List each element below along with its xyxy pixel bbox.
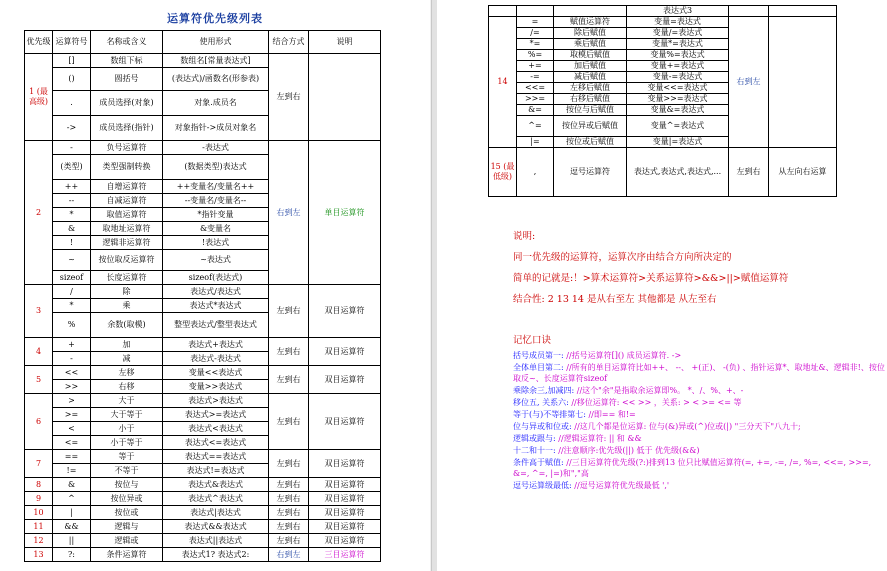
operator-symbol: / — [53, 285, 91, 299]
associativity: 左到右 — [269, 478, 309, 492]
operator-name: 加 — [91, 338, 163, 352]
operator-name: 大于等于 — [91, 408, 163, 422]
associativity — [729, 6, 769, 17]
table-row — [489, 17, 837, 28]
precedence-level: 12 — [25, 534, 53, 548]
operator-usage: 对象.成员名 — [163, 91, 269, 116]
operator-usage: 变量>>=表达式 — [627, 94, 729, 105]
operator-usage: 表达式|表达式 — [163, 506, 269, 520]
precedence-level: 13 — [25, 548, 53, 562]
operator-symbol: * — [53, 208, 91, 222]
associativity: 左到右 — [269, 394, 309, 450]
operator-symbol: &= — [517, 105, 554, 116]
operator-name: 取地址运算符 — [91, 222, 163, 236]
operator-symbol: += — [517, 61, 554, 72]
operator-usage: 变量+=表达式 — [627, 61, 729, 72]
mnemonic-explanation: //注意顺序:优先级(||) 低于 优先级(&&) — [558, 446, 700, 455]
table-row — [25, 520, 381, 534]
operator-symbol: << — [53, 366, 91, 380]
operator-usage: 表达式&&表达式 — [163, 520, 269, 534]
operator-usage: &变量名 — [163, 222, 269, 236]
operator-note: 双目运算符 — [309, 394, 381, 450]
mnemonic-phrase: 位与异或和位或: — [513, 422, 575, 431]
operator-note: 双目运算符 — [309, 366, 381, 394]
mnemonic-phrase: 全体单目第二: — [513, 363, 567, 372]
operator-usage: 表达式*表达式 — [163, 299, 269, 313]
operator-usage: ++变量名/变量名++ — [163, 180, 269, 194]
operator-usage: ~表达式 — [163, 250, 269, 271]
operator-name: 逗号运算符 — [554, 148, 627, 197]
operator-name: 按位取反运算符 — [91, 250, 163, 271]
operator-name: 乘后赋值 — [554, 39, 627, 50]
operator-symbol: || — [53, 534, 91, 548]
precedence-level: 5 — [25, 366, 53, 394]
mnemonic-line — [513, 433, 885, 444]
operator-name: 余数(取模) — [91, 313, 163, 338]
operator-symbol: |= — [517, 137, 554, 148]
operator-symbol: /= — [517, 28, 554, 39]
operator-name: 圆括号 — [91, 68, 163, 91]
operator-note: 从左向右运算 — [769, 148, 837, 197]
mnemonic-phrase: 乘除余三,加减四: — [513, 386, 577, 395]
operator-note: 双目运算符 — [309, 478, 381, 492]
operator-note — [309, 54, 381, 141]
operator-name: 长度运算符 — [91, 271, 163, 285]
operator-usage: -表达式 — [163, 141, 269, 155]
operator-symbol: == — [53, 450, 91, 464]
operator-name: 减后赋值 — [554, 72, 627, 83]
operator-name: 按位异或后赋值 — [554, 116, 627, 137]
operator-usage: sizeof(表达式) — [163, 271, 269, 285]
operator-name: 小于等于 — [91, 436, 163, 450]
operator-name: 右移 — [91, 380, 163, 394]
mnemonic-explanation: //三目运算符优先级(?:)排到13 位只比赋值运算符(=, +=, -=, /=, %=, <<=, >>=, &=, ^=, |=)和","高 — [513, 458, 872, 478]
operator-usage: 变量>>表达式 — [163, 380, 269, 394]
operator-usage: 对象指针->成员对象名 — [163, 116, 269, 141]
associativity: 左到右 — [729, 148, 769, 197]
page-right — [437, 0, 887, 571]
precedence-table-continued — [488, 5, 837, 197]
mnemonic-explanation: //括号运算符[]() 成员运算符. -> — [566, 351, 682, 360]
operator-name: 数组下标 — [91, 54, 163, 68]
operator-usage: (表达式)/函数名(形参表) — [163, 68, 269, 91]
table-row — [25, 366, 381, 380]
table-row — [25, 548, 381, 562]
operator-name: 除后赋值 — [554, 28, 627, 39]
header-cell: 优先级 — [25, 31, 53, 54]
mnemonic-line — [513, 445, 885, 456]
mnemonic-explanation: //逗号运算符优先级最低 ',' — [574, 481, 670, 490]
operator-usage: 变量*=表达式 — [627, 39, 729, 50]
operator-name: 小于 — [91, 422, 163, 436]
associativity: 右到左 — [269, 548, 309, 562]
operator-symbol: > — [53, 394, 91, 408]
mnemonic-phrase: 逗号运算级最低: — [513, 481, 575, 490]
operator-name — [554, 6, 627, 17]
precedence-level: 3 — [25, 285, 53, 338]
operator-usage: 变量=表达式 — [627, 17, 729, 28]
operator-name: 大于 — [91, 394, 163, 408]
operator-symbol: | — [53, 506, 91, 520]
operator-name: 按位或后赋值 — [554, 137, 627, 148]
operator-name: 减 — [91, 352, 163, 366]
precedence-level: 15 (最低级) — [489, 148, 517, 197]
operator-name: 左移 — [91, 366, 163, 380]
associativity: 左到右 — [269, 338, 309, 366]
note-line: 简单的记就是:！>算术运算符>关系运算符>&&>||>赋值运算符 — [513, 273, 789, 284]
operator-symbol: <= — [53, 436, 91, 450]
operator-usage: 数组名[常量表达式] — [163, 54, 269, 68]
operator-symbol: & — [53, 222, 91, 236]
operator-symbol: >> — [53, 380, 91, 394]
operator-name: 按位与后赋值 — [554, 105, 627, 116]
operator-symbol: & — [53, 478, 91, 492]
operator-usage: 变量%=表达式 — [627, 50, 729, 61]
operator-symbol: . — [53, 91, 91, 116]
precedence-level — [489, 6, 517, 17]
operator-name: 乘 — [91, 299, 163, 313]
mnemonic-explanation: //这个"余"是指取余运算即%。 *、/、%、+、- — [576, 386, 744, 395]
operator-name: 类型强制转换 — [91, 155, 163, 180]
operator-name: 赋值运算符 — [554, 17, 627, 28]
mnemonic-explanation: //移位运算符: << >> ，关系: > < >= <= 等 — [571, 398, 742, 407]
operator-symbol: >>= — [517, 94, 554, 105]
table-row — [489, 6, 837, 17]
operator-name: 按位或 — [91, 506, 163, 520]
mnemonic-list — [513, 350, 885, 492]
operator-usage: 变量/=表达式 — [627, 28, 729, 39]
operator-note: 双目运算符 — [309, 285, 381, 338]
operator-note: 双目运算符 — [309, 492, 381, 506]
operator-symbol: sizeof — [53, 271, 91, 285]
operator-usage: 变量-=表达式 — [627, 72, 729, 83]
operator-name: 自增运算符 — [91, 180, 163, 194]
mnemonic-phrase: 十二和十一: — [513, 446, 559, 455]
operator-name: 负号运算符 — [91, 141, 163, 155]
note-line: 同一优先级的运算符，运算次序由结合方向所决定的 — [513, 252, 732, 263]
operator-name: 左移后赋值 — [554, 83, 627, 94]
operator-symbol: && — [53, 520, 91, 534]
associativity: 左到右 — [269, 492, 309, 506]
mnemonic-line — [513, 421, 885, 432]
operator-name: 右移后赋值 — [554, 94, 627, 105]
operator-name: 成员选择(对象) — [91, 91, 163, 116]
operator-symbol: <<= — [517, 83, 554, 94]
precedence-level: 7 — [25, 450, 53, 478]
operator-usage: 表达式>表达式 — [163, 394, 269, 408]
operator-usage: 表达式3 — [627, 6, 729, 17]
mnemonic-explanation: //这几个都是位运算: 位与(&)异或(^)位或(|) "三分天下"八九十; — [574, 422, 801, 431]
table-row — [25, 394, 381, 408]
mnemonic-explanation: //逻辑运算符: || 和 && — [558, 434, 642, 443]
operator-usage: 表达式||表达式 — [163, 534, 269, 548]
precedence-level: 8 — [25, 478, 53, 492]
mnemonic-explanation: //即== 和!= — [588, 410, 636, 419]
operator-usage: 表达式,表达式,表达式,... — [627, 148, 729, 197]
table-row — [489, 148, 837, 197]
operator-usage: 表达式>=表达式 — [163, 408, 269, 422]
mnemonic-line — [513, 480, 885, 491]
operator-usage: 变量^=表达式 — [627, 116, 729, 137]
mnemonic-line — [513, 457, 885, 479]
table-header-row — [25, 31, 381, 54]
associativity: 左到右 — [269, 506, 309, 520]
operator-usage: 表达式1? 表达式2: — [163, 548, 269, 562]
operator-name: 按位与 — [91, 478, 163, 492]
operator-note — [769, 17, 837, 148]
operator-name: 等于 — [91, 450, 163, 464]
header-cell: 结合方式 — [269, 31, 309, 54]
header-cell: 名称或含义 — [91, 31, 163, 54]
operator-name: 成员选择(指针) — [91, 116, 163, 141]
operator-symbol: ++ — [53, 180, 91, 194]
operator-name: 取值运算符 — [91, 208, 163, 222]
precedence-level: 14 — [489, 17, 517, 148]
operator-symbol: % — [53, 313, 91, 338]
operator-symbol: ?: — [53, 548, 91, 562]
operator-symbol: >= — [53, 408, 91, 422]
mnemonic-line — [513, 385, 885, 396]
operator-usage: 变量&=表达式 — [627, 105, 729, 116]
precedence-level: 1 (最高级) — [25, 54, 53, 141]
operator-usage: 整型表达式/整型表达式 — [163, 313, 269, 338]
operator-symbol: (类型) — [53, 155, 91, 180]
operator-symbol: - — [53, 141, 91, 155]
header-cell: 说明 — [309, 31, 381, 54]
associativity: 左到右 — [269, 534, 309, 548]
operator-symbol: != — [53, 464, 91, 478]
table-row — [25, 506, 381, 520]
table-row — [25, 141, 381, 155]
operator-symbol: *= — [517, 39, 554, 50]
header-cell: 运算符号 — [53, 31, 91, 54]
operator-symbol: ! — [53, 236, 91, 250]
operator-symbol: = — [517, 17, 554, 28]
associativity: 左到右 — [269, 520, 309, 534]
page-title: 运算符优先级列表 — [167, 12, 263, 25]
operator-note: 双目运算符 — [309, 338, 381, 366]
operator-symbol: ~ — [53, 250, 91, 271]
operator-usage: *指针变量 — [163, 208, 269, 222]
operator-usage: 表达式+表达式 — [163, 338, 269, 352]
operator-note: 单目运算符 — [309, 141, 381, 285]
operator-name: 逻辑非运算符 — [91, 236, 163, 250]
operator-symbol: ^= — [517, 116, 554, 137]
precedence-table — [24, 30, 381, 562]
operator-symbol: < — [53, 422, 91, 436]
precedence-level: 11 — [25, 520, 53, 534]
operator-usage: !表达式 — [163, 236, 269, 250]
precedence-level: 2 — [25, 141, 53, 285]
operator-usage: 表达式/表达式 — [163, 285, 269, 299]
mnemonic-title: 记忆口诀 — [513, 335, 552, 346]
operator-note: 三目运算符 — [309, 548, 381, 562]
note-line: 结合性: 2 13 14 是从右至左 其他都是 从左至右 — [513, 294, 717, 305]
operator-symbol — [517, 6, 554, 17]
mnemonic-line — [513, 350, 885, 361]
note-line: 说明: — [513, 231, 536, 242]
table-row — [25, 478, 381, 492]
operator-usage: 表达式-表达式 — [163, 352, 269, 366]
associativity: 左到右 — [269, 54, 309, 141]
precedence-level: 6 — [25, 394, 53, 450]
operator-symbol: [] — [53, 54, 91, 68]
associativity: 右到左 — [729, 17, 769, 148]
operator-name: 加后赋值 — [554, 61, 627, 72]
operator-note: 双目运算符 — [309, 506, 381, 520]
operator-symbol: , — [517, 148, 554, 197]
mnemonic-explanation: //所有的单目运算符比如++、 --、 +(正)、 -(负) 、指针运算*、取地址&、逻辑非!、按位取反~、长度运算符sizeof — [513, 363, 885, 383]
operator-usage: 变量<<=表达式 — [627, 83, 729, 94]
operator-symbol: -= — [517, 72, 554, 83]
precedence-level: 4 — [25, 338, 53, 366]
operator-note — [769, 6, 837, 17]
operator-name: 不等于 — [91, 464, 163, 478]
operator-name: 自减运算符 — [91, 194, 163, 208]
operator-symbol: () — [53, 68, 91, 91]
operator-symbol: + — [53, 338, 91, 352]
mnemonic-line — [513, 397, 885, 408]
operator-name: 除 — [91, 285, 163, 299]
table-row — [25, 492, 381, 506]
operator-symbol: %= — [517, 50, 554, 61]
operator-note: 双目运算符 — [309, 450, 381, 478]
operator-symbol: - — [53, 352, 91, 366]
table-row — [25, 450, 381, 464]
operator-usage: 表达式<表达式 — [163, 422, 269, 436]
mnemonic-phrase: 逻辑或跟与: — [513, 434, 559, 443]
mnemonic-phrase: 条件高于赋值: — [513, 458, 567, 467]
operator-note: 双目运算符 — [309, 534, 381, 548]
page-left — [0, 0, 430, 571]
notes-section — [513, 231, 873, 315]
mnemonic-line — [513, 409, 885, 420]
operator-name: 逻辑或 — [91, 534, 163, 548]
header-cell: 使用形式 — [163, 31, 269, 54]
table-row — [25, 54, 381, 68]
operator-symbol: * — [53, 299, 91, 313]
mnemonic-phrase: 移位五, 关系六: — [513, 398, 572, 407]
operator-symbol: -> — [53, 116, 91, 141]
operator-name: 按位异或 — [91, 492, 163, 506]
operator-name: 逻辑与 — [91, 520, 163, 534]
associativity: 右到左 — [269, 141, 309, 285]
operator-symbol: -- — [53, 194, 91, 208]
mnemonic-phrase: 等于(与)不等排第七: — [513, 410, 589, 419]
operator-usage: 变量|=表达式 — [627, 137, 729, 148]
operator-usage: 表达式==表达式 — [163, 450, 269, 464]
mnemonic-phrase: 括号成员第一: — [513, 351, 567, 360]
operator-note: 双目运算符 — [309, 520, 381, 534]
precedence-level: 10 — [25, 506, 53, 520]
table-row — [25, 338, 381, 352]
operator-name: 条件运算符 — [91, 548, 163, 562]
operator-usage: (数据类型)表达式 — [163, 155, 269, 180]
operator-name: 取模后赋值 — [554, 50, 627, 61]
associativity: 左到右 — [269, 450, 309, 478]
operator-usage: --变量名/变量名-- — [163, 194, 269, 208]
operator-usage: 表达式^表达式 — [163, 492, 269, 506]
mnemonic-line — [513, 362, 885, 384]
operator-usage: 表达式&表达式 — [163, 478, 269, 492]
table-row — [25, 285, 381, 299]
table-row — [25, 534, 381, 548]
operator-usage: 表达式!=表达式 — [163, 464, 269, 478]
precedence-level: 9 — [25, 492, 53, 506]
associativity: 左到右 — [269, 366, 309, 394]
operator-usage: 变量<<表达式 — [163, 366, 269, 380]
operator-symbol: ^ — [53, 492, 91, 506]
operator-usage: 表达式<=表达式 — [163, 436, 269, 450]
associativity: 左到右 — [269, 285, 309, 338]
